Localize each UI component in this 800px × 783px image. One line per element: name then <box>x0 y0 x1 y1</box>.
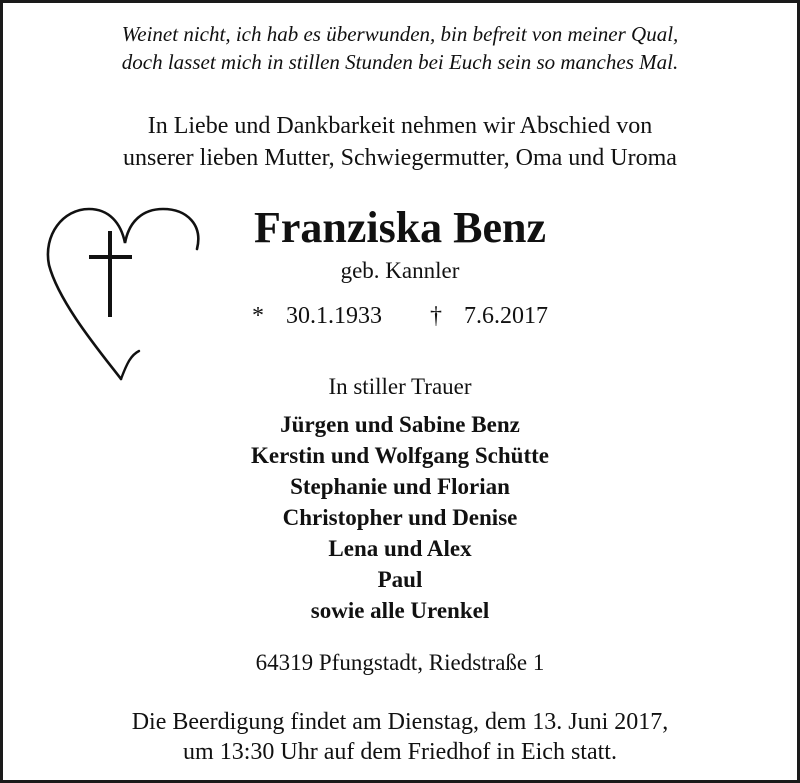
mourner-line: sowie alle Urenkel <box>310 598 490 623</box>
deceased-name: Franziska Benz <box>253 203 547 252</box>
mourning-label: In stiller Trauer <box>328 374 472 399</box>
intro-line-2: unserer lieben Mutter, Schwiegermutter, Oma und Uroma <box>123 145 677 171</box>
verse-line-2: doch lasset mich in stillen Stunden bei Euch sein so manches Mal. <box>121 50 679 74</box>
verse-line-1: Weinet nicht, ich hab es überwunden, bin befreit von meiner Qual, <box>121 22 679 46</box>
death-symbol: † <box>430 303 442 329</box>
mourner-line: Jürgen und Sabine Benz <box>280 412 520 437</box>
maiden-name: geb. Kannler <box>340 258 460 283</box>
mourner-line: Paul <box>377 567 423 592</box>
funeral-line-1: Die Beerdigung findet am Dienstag, dem 13. Juni 2017, <box>131 709 669 735</box>
death-date: 7.6.2017 <box>464 303 548 329</box>
mourner-line: Lena und Alex <box>328 536 472 561</box>
mourner-line: Kerstin und Wolfgang Schütte <box>251 443 549 468</box>
funeral-line-2: um 13:30 Uhr auf dem Friedhof in Eich statt. <box>183 739 617 765</box>
family-address: 64319 Pfungstadt, Riedstraße 1 <box>255 650 545 675</box>
mourner-line: Stephanie und Florian <box>290 474 510 499</box>
life-dates <box>3 301 797 331</box>
mourner-line: Christopher und Denise <box>282 505 518 530</box>
birth-symbol: * <box>252 303 264 329</box>
intro-line-1: In Liebe und Dankbarkeit nehmen wir Abschied von <box>147 113 653 139</box>
birth-date: 30.1.1933 <box>286 303 382 329</box>
